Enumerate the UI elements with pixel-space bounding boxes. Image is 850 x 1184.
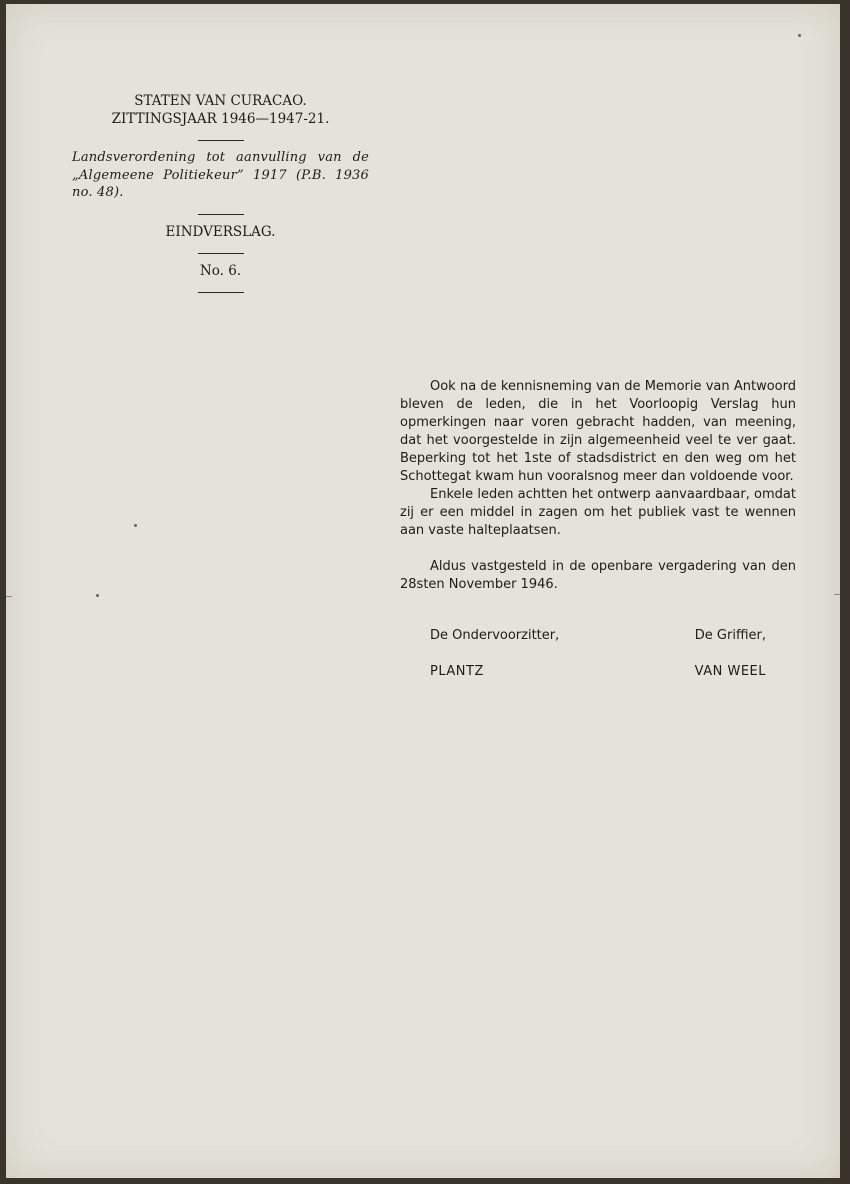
session-year: ZITTINGSJAAR 1946—1947-21.: [111, 111, 330, 127]
report-type: EINDVERSLAG.: [165, 223, 276, 240]
signature-names: [430, 664, 766, 679]
paper-speck: [134, 524, 137, 527]
paper-speck: [96, 594, 99, 597]
ordinance-title: Landsverordening tot aanvulling van de „Algemeene Politiekeur” 1917 (P.B. 1936 no. 48).: [72, 150, 369, 200]
document-page: [6, 4, 840, 1178]
right-fold-mark: [834, 594, 840, 595]
body-paragraph: Enkele leden achtten het ontwerp aanvaardbaar, omdat zij er een middel in zagen om het publiek vast te wennen aan vaste halteplaatsen.: [400, 487, 796, 538]
vice-chair-role: De Ondervoorzitter,: [430, 628, 560, 643]
document-header: [68, 92, 373, 301]
vice-chair-name: PLANTZ: [430, 664, 484, 679]
body-paragraph: Aldus vastgesteld in de openbare vergadering van den 28sten November 1946.: [400, 559, 796, 592]
body-paragraph: Ook na de kennisneming van de Memorie van Antwoord bleven de leden, die in het Voorloopig Verslag hun opmerkingen naar voren gebracht hadden, van meening, dat het voorgestelde in zijn algemeenheid veel te ver gaat. Beperking tot het 1ste of stadsdistrict en den weg om het Schottegat kwam hun vooralsnog meer dan voldoende voor.: [400, 379, 796, 484]
institution-name: STATEN VAN CURACAO.: [134, 93, 307, 109]
signature-roles: [430, 628, 766, 643]
report-body: [400, 378, 796, 594]
paper-speck: [798, 34, 801, 37]
header-divider: [198, 214, 244, 215]
header-divider: [198, 253, 244, 254]
clerk-name: VAN WEEL: [694, 664, 766, 679]
clerk-role: De Griffier,: [694, 628, 766, 643]
header-divider: [198, 292, 244, 293]
left-fold-mark: [6, 596, 12, 597]
header-divider: [198, 140, 244, 141]
report-number: No. 6.: [199, 262, 242, 279]
